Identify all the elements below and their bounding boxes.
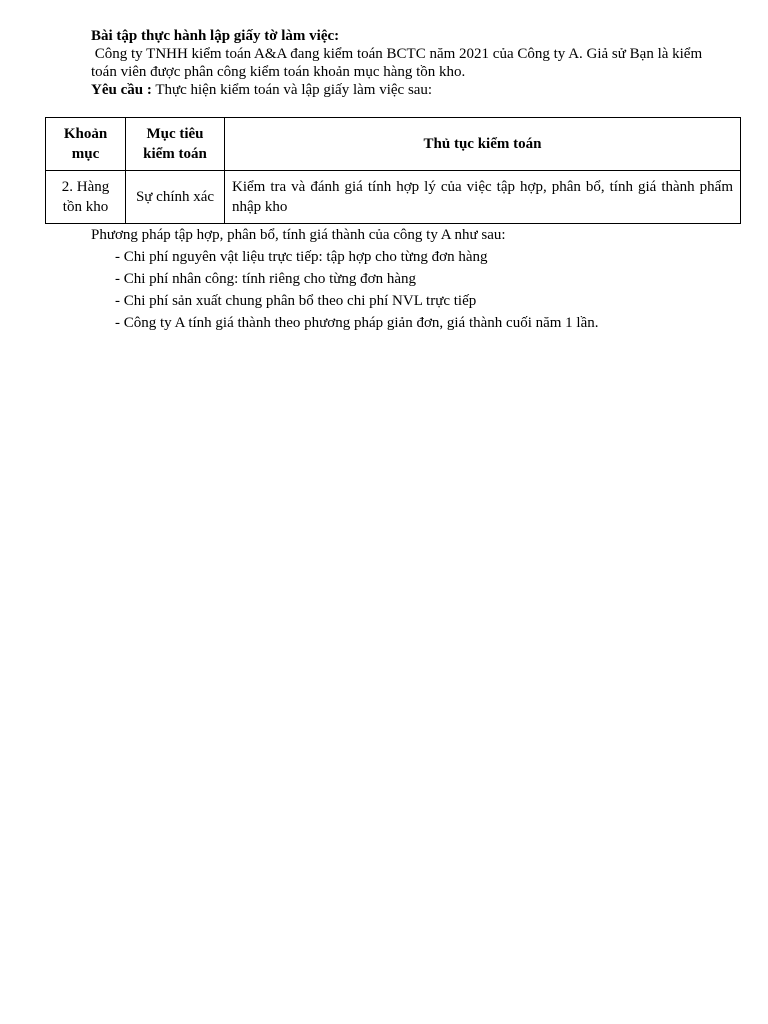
intro-section: [91, 27, 731, 99]
exercise-heading: Bài tập thực hành lập giấy tờ làm việc:: [91, 28, 340, 44]
method-list: [91, 246, 731, 334]
intro-paragraph: [91, 45, 731, 81]
cell-audit-objective: Sự chính xác: [126, 171, 225, 224]
list-item: - Chi phí nguyên vật liệu trực tiếp: tập hợp cho từng đơn hàng: [115, 249, 488, 265]
list-item: - Chi phí sản xuất chung phân bổ theo chi phí NVL trực tiếp: [115, 293, 477, 309]
requirement-line: [91, 81, 731, 99]
audit-table: [45, 117, 741, 224]
header-account-item: Khoản mục: [46, 118, 126, 171]
table-header-row: [46, 118, 741, 171]
method-section: [91, 224, 731, 334]
requirement-text: Thực hiện kiểm toán và lập giấy làm việc sau:: [155, 82, 433, 98]
list-item: - Công ty A tính giá thành theo phương pháp giản đơn, giá thành cuối năm 1 lần.: [115, 315, 599, 331]
header-audit-objective: Mục tiêu kiểm toán: [126, 118, 225, 171]
cell-audit-procedure: Kiểm tra và đánh giá tính hợp lý của việc tập hợp, phân bổ, tính giá thành phẩm nhập kho: [225, 171, 741, 224]
requirement-label: Yêu cầu :: [91, 82, 152, 98]
header-audit-procedure: Thủ tục kiểm toán: [225, 118, 741, 171]
table-row: [46, 171, 741, 224]
method-intro: Phương pháp tập hợp, phân bổ, tính giá thành của công ty A như sau:: [91, 227, 506, 243]
intro-paragraph-text: Công ty TNHH kiểm toán A&A đang kiểm toán BCTC năm 2021 của Công ty A. Giả sử Bạn là kiểm toán viên được phân công kiểm toán khoản mục hàng tồn kho.: [91, 46, 703, 80]
list-item: - Chi phí nhân công: tính riêng cho từng đơn hàng: [115, 271, 417, 287]
cell-account-item: 2. Hàng tồn kho: [46, 171, 126, 224]
